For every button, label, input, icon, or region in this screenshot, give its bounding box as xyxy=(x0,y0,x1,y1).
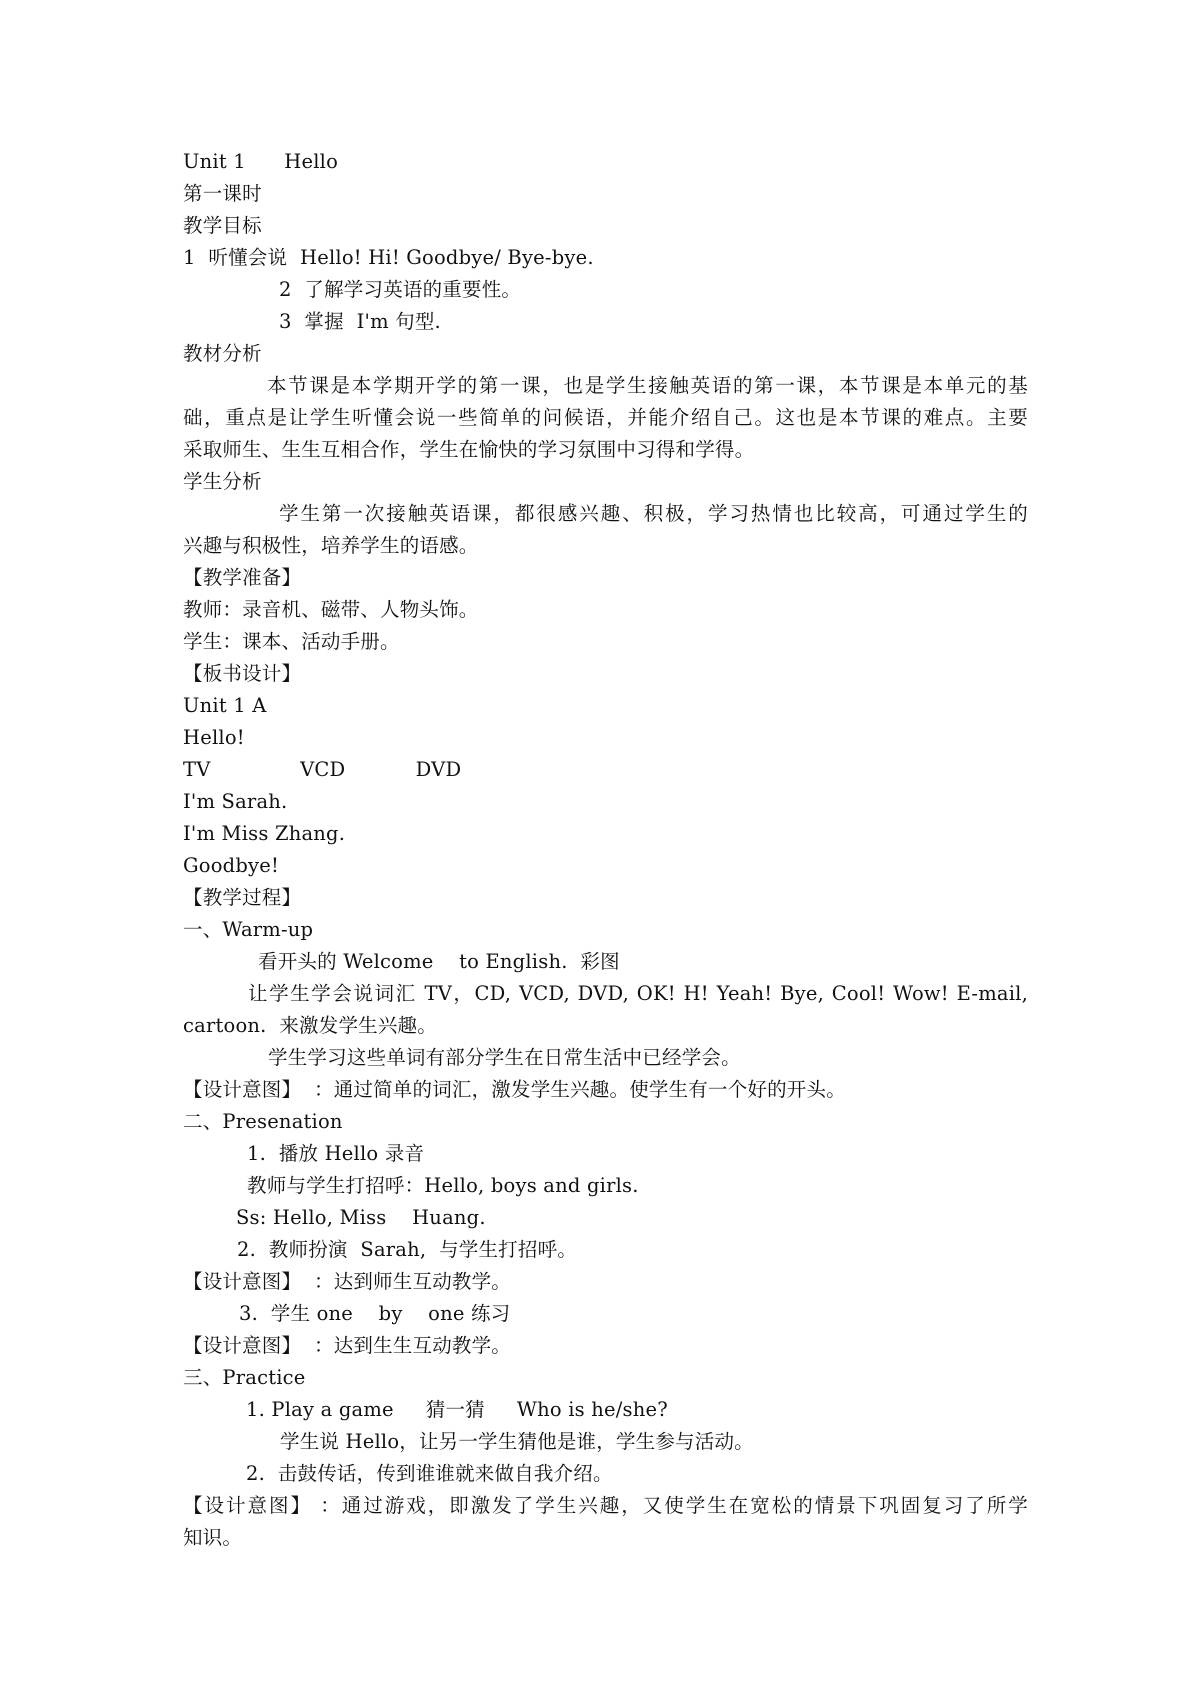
warmup-line-3: cartoon. 来激发学生兴趣。 xyxy=(183,1014,437,1037)
board-line-3: TV VCD DVD xyxy=(183,758,462,781)
board-line-4: I'm Sarah. xyxy=(183,790,288,813)
presentation-line-1: 1. 播放 Hello 录音 xyxy=(247,1142,425,1165)
presentation-line-5: 3. 学生 one by one 练习 xyxy=(239,1302,511,1325)
objective-item-1: 1 听懂会说 Hello! Hi! Goodbye/ Bye-bye. xyxy=(183,246,594,269)
warmup-line-1: 看开头的 Welcome to English. 彩图 xyxy=(258,950,620,973)
presentation-design-intent-1: 【设计意图】 ：达到师生互动教学。 xyxy=(183,1270,511,1293)
students-heading: 学生分析 xyxy=(183,470,262,493)
material-paragraph-line-1: 本节课是本学期开学的第一课，也是学生接触英语的第一课，本节课是本单元的基 xyxy=(267,374,1028,397)
board-line-5: I'm Miss Zhang. xyxy=(183,822,346,845)
objective-item-2: 2 了解学习英语的重要性。 xyxy=(279,278,522,301)
practice-line-1: 1. Play a game 猜一猜 Who is he/she? xyxy=(246,1398,668,1421)
material-paragraph-line-3: 采取师生、生生互相合作，学生在愉快的学习氛围中习得和学得。 xyxy=(183,438,755,461)
objectives-heading: 教学目标 xyxy=(183,214,262,237)
students-paragraph-line-1: 学生第一次接触英语课，都很感兴趣、积极，学习热情也比较高，可通过学生的 xyxy=(279,502,1028,525)
board-line-2: Hello! xyxy=(183,726,245,749)
practice-line-2: 学生说 Hello，让另一学生猜他是谁，学生参与活动。 xyxy=(280,1430,754,1453)
warmup-heading: 一、Warm-up xyxy=(183,918,314,941)
preparation-heading: 【教学准备】 xyxy=(183,566,302,589)
students-paragraph-line-2: 兴趣与积极性，培养学生的语感。 xyxy=(183,534,479,557)
board-line-1: Unit 1 A xyxy=(183,694,267,717)
warmup-design-intent: 【设计意图】 ：通过简单的词汇，激发学生兴趣。使学生有一个好的开头。 xyxy=(183,1078,846,1101)
board-line-6: Goodbye! xyxy=(183,854,280,877)
material-paragraph-line-2: 础，重点是让学生听懂会说一些简单的问候语，并能介绍自己。这也是本节课的难点。主要 xyxy=(183,406,1028,429)
lesson-label: 第一课时 xyxy=(183,182,262,205)
presentation-line-4: 2. 教师扮演 Sarah, 与学生打招呼。 xyxy=(237,1238,577,1261)
objective-item-3: 3 掌握 I'm 句型. xyxy=(279,310,441,333)
practice-line-3: 2. 击鼓传话，传到谁谁就来做自我介绍。 xyxy=(246,1462,613,1485)
practice-design-intent-line-1: 【设计意图】 ：通过游戏，即激发了学生兴趣，又使学生在宽松的情景下巩固复习了所学 xyxy=(183,1494,1028,1517)
presentation-heading: 二、Presenation xyxy=(183,1110,343,1133)
board-heading: 【板书设计】 xyxy=(183,662,302,685)
preparation-student: 学生：课本、活动手册。 xyxy=(183,630,400,653)
presentation-line-3: Ss: Hello, Miss Huang. xyxy=(236,1206,486,1229)
material-heading: 教材分析 xyxy=(183,342,262,365)
preparation-teacher: 教师：录音机、磁带、人物头饰。 xyxy=(183,598,479,621)
practice-design-intent-line-2: 知识。 xyxy=(183,1526,243,1549)
presentation-line-2: 教师与学生打招呼：Hello, boys and girls. xyxy=(247,1174,639,1197)
warmup-line-2: 让学生学会说词汇 TV，CD, VCD, DVD, OK! H! Yeah! Bye, Cool! Wow! E-mail, xyxy=(248,982,1028,1005)
practice-heading: 三、Practice xyxy=(183,1366,306,1389)
presentation-design-intent-2: 【设计意图】 ：达到生生互动教学。 xyxy=(183,1334,511,1357)
process-heading: 【教学过程】 xyxy=(183,886,302,909)
warmup-line-4: 学生学习这些单词有部分学生在日常生活中已经学会。 xyxy=(268,1046,741,1069)
unit-title: Unit 1 Hello xyxy=(183,150,339,173)
